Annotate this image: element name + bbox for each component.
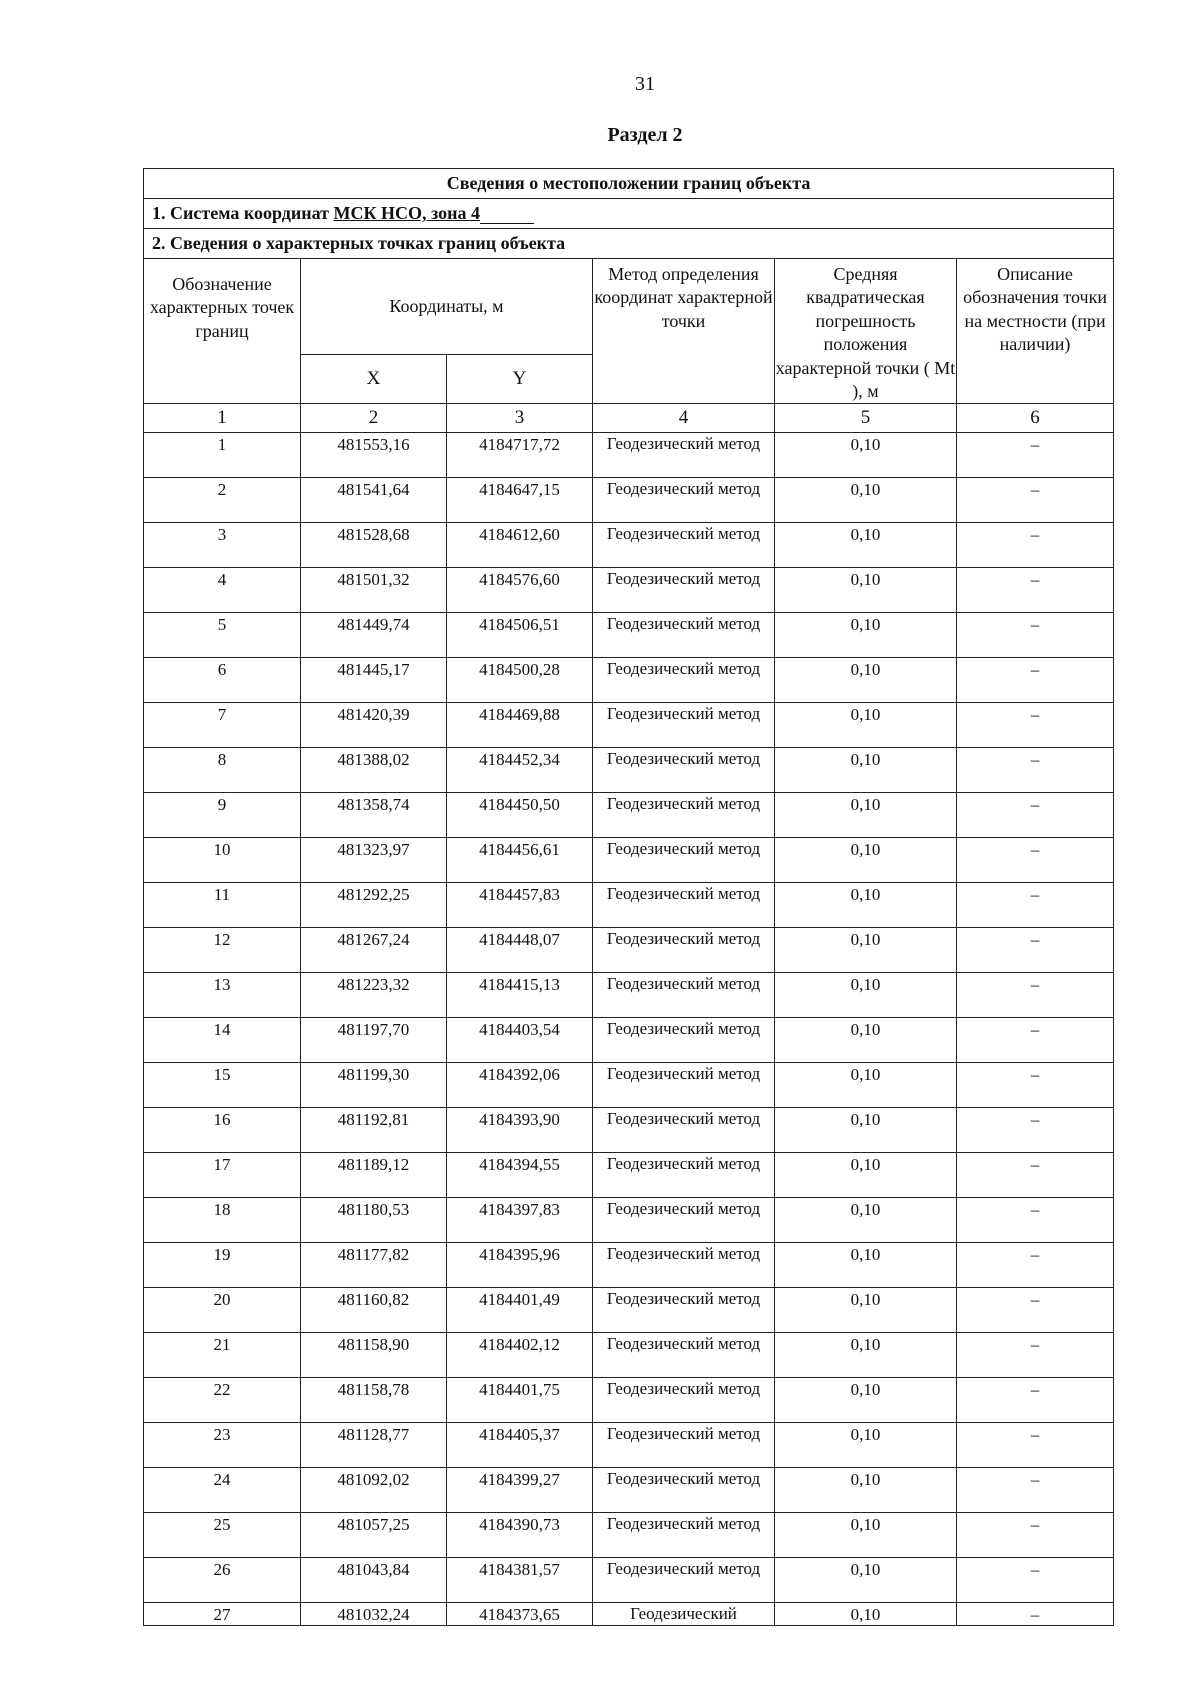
point-number: 14 xyxy=(144,1018,301,1063)
col-header-method: Метод определения координат характерной точки xyxy=(593,259,775,404)
method: Геодезический метод xyxy=(593,1153,775,1198)
point-number: 8 xyxy=(144,748,301,793)
mean-error: 0,10 xyxy=(775,1558,957,1603)
point-description: – xyxy=(957,1603,1114,1626)
point-number: 9 xyxy=(144,793,301,838)
method: Геодезический метод xyxy=(593,1243,775,1288)
coord-x: 481420,39 xyxy=(301,703,447,748)
method: Геодезический метод xyxy=(593,1513,775,1558)
point-description: – xyxy=(957,1108,1114,1153)
mean-error: 0,10 xyxy=(775,1513,957,1558)
table-row xyxy=(144,1243,1114,1288)
table-row xyxy=(144,1108,1114,1153)
method: Геодезический метод xyxy=(593,613,775,658)
coord-x: 481092,02 xyxy=(301,1468,447,1513)
table-row xyxy=(144,838,1114,883)
coord-x: 481057,25 xyxy=(301,1513,447,1558)
point-number: 3 xyxy=(144,523,301,568)
table-row xyxy=(144,613,1114,658)
point-number: 7 xyxy=(144,703,301,748)
coord-y: 4184405,37 xyxy=(447,1423,593,1468)
point-description: – xyxy=(957,433,1114,478)
method: Геодезический метод xyxy=(593,433,775,478)
point-description: – xyxy=(957,1063,1114,1108)
coord-x: 481528,68 xyxy=(301,523,447,568)
coord-y: 4184500,28 xyxy=(447,658,593,703)
mean-error: 0,10 xyxy=(775,1378,957,1423)
coord-x: 481158,78 xyxy=(301,1378,447,1423)
mean-error: 0,10 xyxy=(775,1063,957,1108)
mean-error: 0,10 xyxy=(775,613,957,658)
point-number: 5 xyxy=(144,613,301,658)
coord-y: 4184402,12 xyxy=(447,1333,593,1378)
mean-error: 0,10 xyxy=(775,883,957,928)
method: Геодезический метод xyxy=(593,973,775,1018)
point-description: – xyxy=(957,1288,1114,1333)
column-numbers-row xyxy=(144,404,1114,433)
method: Геодезический метод xyxy=(593,1063,775,1108)
mean-error: 0,10 xyxy=(775,1108,957,1153)
mean-error: 0,10 xyxy=(775,928,957,973)
point-description: – xyxy=(957,568,1114,613)
point-number: 26 xyxy=(144,1558,301,1603)
point-number: 24 xyxy=(144,1468,301,1513)
table-row xyxy=(144,1378,1114,1423)
table-row xyxy=(144,1153,1114,1198)
col-header-description: Описание обозначения точки на местности (при наличии) xyxy=(957,259,1114,404)
table-row xyxy=(144,793,1114,838)
table-row xyxy=(144,883,1114,928)
coord-y: 4184452,34 xyxy=(447,748,593,793)
coord-y: 4184415,13 xyxy=(447,973,593,1018)
method: Геодезический метод xyxy=(593,658,775,703)
coord-y: 4184381,57 xyxy=(447,1558,593,1603)
coord-y: 4184506,51 xyxy=(447,613,593,658)
point-number: 2 xyxy=(144,478,301,523)
coord-x: 481553,16 xyxy=(301,433,447,478)
table-row xyxy=(144,1603,1114,1626)
boundary-points-table xyxy=(143,168,1114,1626)
table-row xyxy=(144,658,1114,703)
point-number: 27 xyxy=(144,1603,301,1626)
column-number: 4 xyxy=(593,404,775,433)
point-description: – xyxy=(957,703,1114,748)
mean-error: 0,10 xyxy=(775,478,957,523)
method: Геодезический метод xyxy=(593,883,775,928)
point-number: 18 xyxy=(144,1198,301,1243)
table-row xyxy=(144,1288,1114,1333)
point-number: 22 xyxy=(144,1378,301,1423)
mean-error: 0,10 xyxy=(775,523,957,568)
method: Геодезический метод xyxy=(593,1018,775,1063)
method: Геодезический метод xyxy=(593,568,775,613)
coord-x: 481160,82 xyxy=(301,1288,447,1333)
point-number: 17 xyxy=(144,1153,301,1198)
coord-x: 481388,02 xyxy=(301,748,447,793)
coord-x: 481180,53 xyxy=(301,1198,447,1243)
coord-y: 4184448,07 xyxy=(447,928,593,973)
mean-error: 0,10 xyxy=(775,1468,957,1513)
coord-y: 4184576,60 xyxy=(447,568,593,613)
table-row xyxy=(144,703,1114,748)
point-description: – xyxy=(957,748,1114,793)
coord-y: 4184647,15 xyxy=(447,478,593,523)
method: Геодезический метод xyxy=(593,523,775,568)
coord-y: 4184456,61 xyxy=(447,838,593,883)
method: Геодезический метод xyxy=(593,1378,775,1423)
col-header-coordinates: Координаты, м xyxy=(301,259,593,355)
coord-y: 4184390,73 xyxy=(447,1513,593,1558)
table-row xyxy=(144,568,1114,613)
point-description: – xyxy=(957,1378,1114,1423)
col-header-y: Y xyxy=(447,355,593,404)
column-number: 1 xyxy=(144,404,301,433)
table-row xyxy=(144,1063,1114,1108)
coord-x: 481501,32 xyxy=(301,568,447,613)
coord-x: 481192,81 xyxy=(301,1108,447,1153)
point-description: – xyxy=(957,1558,1114,1603)
point-description: – xyxy=(957,928,1114,973)
point-description: – xyxy=(957,973,1114,1018)
point-description: – xyxy=(957,1513,1114,1558)
point-number: 13 xyxy=(144,973,301,1018)
point-description: – xyxy=(957,613,1114,658)
coord-x: 481177,82 xyxy=(301,1243,447,1288)
coord-y: 4184399,27 xyxy=(447,1468,593,1513)
mean-error: 0,10 xyxy=(775,1018,957,1063)
point-number: 1 xyxy=(144,433,301,478)
method: Геодезический метод xyxy=(593,1468,775,1513)
coord-y: 4184395,96 xyxy=(447,1243,593,1288)
coord-system-value: МСК НСО, зона 4 xyxy=(333,203,481,224)
point-description: – xyxy=(957,793,1114,838)
point-number: 15 xyxy=(144,1063,301,1108)
table-row xyxy=(144,928,1114,973)
coord-y: 4184373,65 xyxy=(447,1603,593,1626)
table-row xyxy=(144,1513,1114,1558)
point-number: 16 xyxy=(144,1108,301,1153)
point-description: – xyxy=(957,523,1114,568)
column-number: 2 xyxy=(301,404,447,433)
mean-error: 0,10 xyxy=(775,658,957,703)
coord-x: 481158,90 xyxy=(301,1333,447,1378)
mean-error: 0,10 xyxy=(775,703,957,748)
method: Геодезический метод xyxy=(593,1423,775,1468)
coord-y: 4184469,88 xyxy=(447,703,593,748)
mean-error: 0,10 xyxy=(775,1423,957,1468)
coord-x: 481292,25 xyxy=(301,883,447,928)
point-number: 11 xyxy=(144,883,301,928)
point-description: – xyxy=(957,1243,1114,1288)
method: Геодезический метод xyxy=(593,793,775,838)
table-title: Сведения о местоположении границ объекта xyxy=(144,169,1114,199)
method: Геодезический метод xyxy=(593,748,775,793)
points-heading: 2. Сведения о характерных точках границ объекта xyxy=(144,229,1114,259)
page-number: 31 xyxy=(635,73,655,95)
table-row xyxy=(144,1333,1114,1378)
method: Геодезический метод xyxy=(593,1333,775,1378)
col-header-error: Средняя квадратическая погрешность положения характерной точки ( Mt ), м xyxy=(775,259,957,404)
coord-x: 481323,97 xyxy=(301,838,447,883)
coord-x: 481541,64 xyxy=(301,478,447,523)
method: Геодезический метод xyxy=(593,928,775,973)
col-header-x: X xyxy=(301,355,447,404)
coord-y: 4184397,83 xyxy=(447,1198,593,1243)
table-row xyxy=(144,1468,1114,1513)
mean-error: 0,10 xyxy=(775,1243,957,1288)
point-description: – xyxy=(957,658,1114,703)
coord-system-label: 1. Система координат xyxy=(152,203,329,224)
mean-error: 0,10 xyxy=(775,1153,957,1198)
point-description: – xyxy=(957,478,1114,523)
point-description: – xyxy=(957,1423,1114,1468)
mean-error: 0,10 xyxy=(775,1198,957,1243)
coord-x: 481043,84 xyxy=(301,1558,447,1603)
coord-y: 4184403,54 xyxy=(447,1018,593,1063)
coord-x: 481128,77 xyxy=(301,1423,447,1468)
mean-error: 0,10 xyxy=(775,748,957,793)
coord-y: 4184393,90 xyxy=(447,1108,593,1153)
column-number: 3 xyxy=(447,404,593,433)
method: Геодезический метод xyxy=(593,1558,775,1603)
mean-error: 0,10 xyxy=(775,838,957,883)
mean-error: 0,10 xyxy=(775,568,957,613)
table-row xyxy=(144,523,1114,568)
coord-y: 4184392,06 xyxy=(447,1063,593,1108)
table-row xyxy=(144,1558,1114,1603)
coord-y: 4184394,55 xyxy=(447,1153,593,1198)
coord-y: 4184612,60 xyxy=(447,523,593,568)
column-number: 6 xyxy=(957,404,1114,433)
coord-y: 4184457,83 xyxy=(447,883,593,928)
mean-error: 0,10 xyxy=(775,1333,957,1378)
method: Геодезический метод xyxy=(593,1108,775,1153)
point-description: – xyxy=(957,1198,1114,1243)
point-description: – xyxy=(957,883,1114,928)
coord-x: 481197,70 xyxy=(301,1018,447,1063)
point-number: 6 xyxy=(144,658,301,703)
method: Геодезический метод xyxy=(593,703,775,748)
point-number: 4 xyxy=(144,568,301,613)
point-number: 19 xyxy=(144,1243,301,1288)
point-number: 21 xyxy=(144,1333,301,1378)
point-description: – xyxy=(957,1333,1114,1378)
point-description: – xyxy=(957,1468,1114,1513)
table-row xyxy=(144,433,1114,478)
method: Геодезический xyxy=(593,1603,775,1626)
underline-tail xyxy=(480,207,534,224)
mean-error: 0,10 xyxy=(775,1288,957,1333)
point-number: 20 xyxy=(144,1288,301,1333)
coord-x: 481267,24 xyxy=(301,928,447,973)
coord-x: 481223,32 xyxy=(301,973,447,1018)
coord-x: 481449,74 xyxy=(301,613,447,658)
method: Геодезический метод xyxy=(593,478,775,523)
coord-x: 481032,24 xyxy=(301,1603,447,1626)
point-number: 12 xyxy=(144,928,301,973)
table-row xyxy=(144,1018,1114,1063)
method: Геодезический метод xyxy=(593,838,775,883)
point-number: 23 xyxy=(144,1423,301,1468)
coord-y: 4184717,72 xyxy=(447,433,593,478)
point-description: – xyxy=(957,1153,1114,1198)
section-title: Раздел 2 xyxy=(607,124,683,146)
coord-y: 4184450,50 xyxy=(447,793,593,838)
coord-x: 481445,17 xyxy=(301,658,447,703)
table-row xyxy=(144,1423,1114,1468)
coord-x: 481358,74 xyxy=(301,793,447,838)
point-number: 10 xyxy=(144,838,301,883)
coord-x: 481189,12 xyxy=(301,1153,447,1198)
table-row xyxy=(144,748,1114,793)
method: Геодезический метод xyxy=(593,1288,775,1333)
coord-y: 4184401,75 xyxy=(447,1378,593,1423)
coord-system-row xyxy=(144,199,1114,229)
mean-error: 0,10 xyxy=(775,433,957,478)
column-number: 5 xyxy=(775,404,957,433)
coord-y: 4184401,49 xyxy=(447,1288,593,1333)
col-header-designation: Обозначение характерных точек границ xyxy=(144,259,301,404)
mean-error: 0,10 xyxy=(775,793,957,838)
mean-error: 0,10 xyxy=(775,973,957,1018)
point-number: 25 xyxy=(144,1513,301,1558)
method: Геодезический метод xyxy=(593,1198,775,1243)
table-row xyxy=(144,478,1114,523)
table-row xyxy=(144,973,1114,1018)
mean-error: 0,10 xyxy=(775,1603,957,1626)
point-description: – xyxy=(957,1018,1114,1063)
coord-x: 481199,30 xyxy=(301,1063,447,1108)
point-description: – xyxy=(957,838,1114,883)
table-row xyxy=(144,1198,1114,1243)
